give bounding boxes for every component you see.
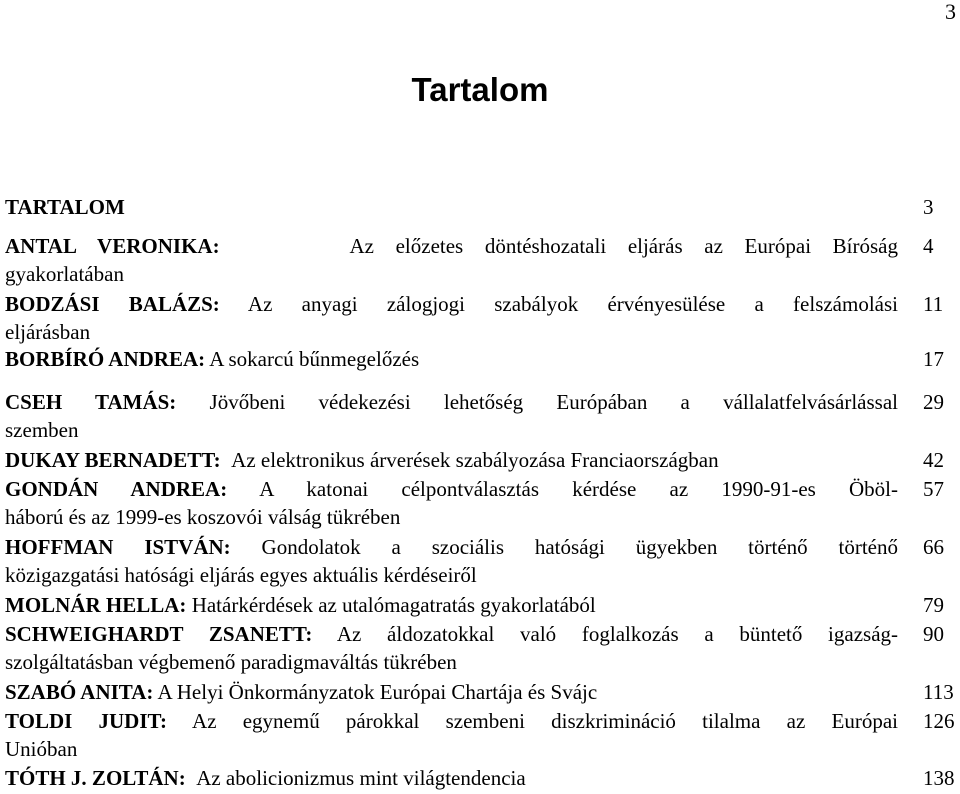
toc-title-line1: Az anyagi zálogjogi szabályok érvényesülése a felszámolási — [247, 292, 899, 316]
toc-entry-hoffman-istvan[interactable] — [5, 533, 955, 589]
toc-entry-molnar-hella[interactable] — [5, 591, 955, 619]
page-title: Tartalom — [411, 71, 549, 108]
toc-page-number: 66 — [923, 535, 944, 559]
toc-title-line1: Határkérdések az utalómagatratás gyakorlatából — [191, 593, 596, 617]
toc-entry-schweighardt-zsanett[interactable] — [5, 620, 955, 676]
toc-title-line1: A katonai célpontválasztás kérdése az 1990-91-es Öböl- — [259, 477, 898, 501]
toc-author: SCHWEIGHARDT ZSANETT: — [5, 622, 313, 646]
toc-author: TOLDI JUDIT: — [5, 709, 167, 733]
toc-entry-bodzasi-balazs[interactable] — [5, 290, 955, 346]
toc-author: GONDÁN ANDREA: — [5, 477, 228, 501]
toc-entry-cseh-tamas[interactable] — [5, 388, 955, 444]
toc-page-number: 126 — [923, 709, 955, 733]
toc-title-line2: közigazgatási hatósági eljárás egyes aktuális kérdéseiről — [5, 563, 477, 587]
toc-author: SZABÓ ANITA: — [5, 680, 154, 704]
toc-author: HOFFMAN ISTVÁN: — [5, 535, 231, 559]
toc-title-line1: Gondolatok a szociális hatósági ügyekben történő történő — [261, 535, 898, 559]
toc-title-line1: Az áldozatokkal való foglalkozás a büntető igazság- — [336, 622, 899, 646]
toc-title-line1: Az abolicionizmus mint világtendencia — [196, 766, 526, 790]
toc-entry-dukay-bernadett[interactable] — [5, 446, 955, 474]
toc-entry-borbiro-andrea[interactable] — [5, 345, 955, 373]
toc-page-number: 138 — [923, 766, 955, 790]
toc-page-number: 90 — [923, 622, 944, 646]
toc-title-line1: Jövőbeni védekezési lehetőség Európában a vállalatfelvásárlással — [209, 390, 899, 414]
toc-heading: TARTALOM — [5, 195, 125, 219]
page-number: 3 — [945, 0, 956, 24]
toc-page-number: 4 — [923, 234, 934, 258]
toc-title-line1: Az előzetes döntéshozatali eljárás az Európai Bíróság — [349, 234, 899, 258]
toc-entry-gondan-andrea[interactable] — [5, 475, 955, 531]
toc-entry-szabo-anita[interactable] — [5, 678, 955, 706]
toc-author: TÓTH J. ZOLTÁN: — [5, 766, 186, 790]
toc-title-line2: eljárásban — [5, 320, 91, 344]
toc-title-line2: gyakorlatában — [5, 262, 124, 286]
toc-page-number: 57 — [923, 477, 944, 501]
toc-title-line2: szolgáltatásban végbemenő paradigmaváltás tükrében — [5, 650, 457, 674]
toc-entry-antal-veronika[interactable] — [5, 232, 955, 288]
toc-title-line1: Az elektronikus árverések szabályozása Franciaországban — [231, 448, 719, 472]
toc-title-line1: Az egynemű párokkal szembeni diszkrimináció tilalma az Európai — [192, 709, 898, 733]
toc-title-line1: A Helyi Önkormányzatok Európai Chartája és Svájc — [157, 680, 598, 704]
toc-entry-toth-zoltan[interactable] — [5, 764, 955, 792]
toc-page-number: 113 — [923, 680, 954, 704]
toc-title-line1: A sokarcú bűnmegelőzés — [209, 347, 420, 371]
toc-title-line2: háború és az 1999-es koszovói válság tükrében — [5, 505, 401, 529]
toc-page-number: 11 — [923, 292, 944, 316]
toc-author: CSEH TAMÁS: — [5, 390, 177, 414]
toc-page-number: 17 — [923, 347, 944, 371]
toc-entry-toldi-judit[interactable] — [5, 707, 955, 763]
toc-page-number: 79 — [923, 593, 944, 617]
toc-page-number: 3 — [923, 195, 934, 219]
toc-author: BODZÁSI BALÁZS: — [5, 292, 220, 316]
toc-author: MOLNÁR HELLA: — [5, 593, 187, 617]
toc-title-line2: Unióban — [5, 737, 78, 761]
toc-title-line2: szemben — [5, 418, 79, 442]
toc-entry-tartalom[interactable] — [5, 193, 955, 221]
toc-author: BORBÍRÓ ANDREA: — [5, 347, 206, 371]
toc-page-number: 29 — [923, 390, 944, 414]
toc-page-number: 42 — [923, 448, 944, 472]
toc-author: DUKAY BERNADETT: — [5, 448, 221, 472]
toc-author: ANTAL VERONIKA: — [5, 234, 220, 258]
